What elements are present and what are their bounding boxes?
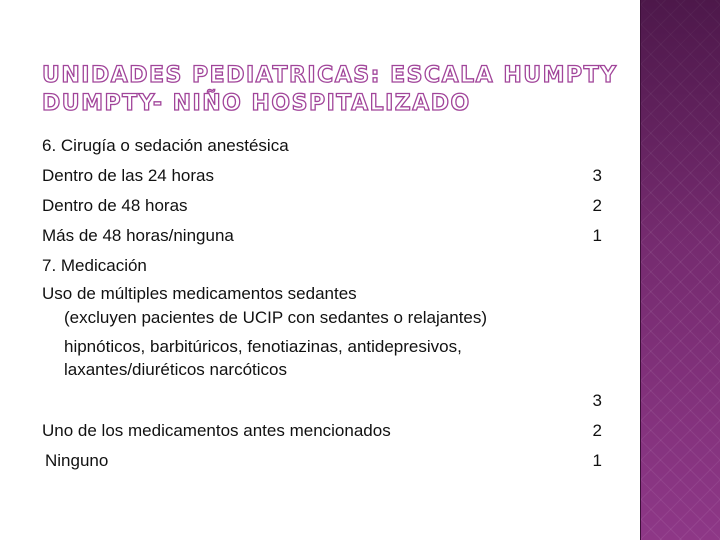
score-value: 1 [592,226,602,245]
decorative-side-panel [641,0,720,540]
medication-item-label: Uso de múltiples medicamentos sedantes [42,284,357,303]
score-row [42,192,602,222]
score-label: Uno de los medicamentos antes mencionados [42,421,391,440]
section-6-heading: 6. Cirugía o sedación anestésica [42,136,289,155]
score-row [42,387,602,417]
score-value: 2 [592,196,602,215]
slide-title [42,62,632,118]
score-value: 3 [592,166,602,185]
score-row [42,447,602,477]
medication-item-note: (excluyen pacientes de UCIP con sedantes o relajantes) [64,308,488,327]
score-value: 1 [592,451,602,470]
medication-item-detail-1: hipnóticos, barbitúricos, fenotiazinas, antidepresivos, [64,337,462,356]
medication-item-detail-2: laxantes/diuréticos narcóticos [64,360,288,379]
title-line-1: UNIDADES PEDIATRICAS: ESCALA HUMPTY [42,63,618,88]
score-label: Dentro de 48 horas [42,196,188,215]
score-row [42,162,602,192]
section-7-heading: 7. Medicación [42,256,147,275]
score-label: Más de 48 horas/ninguna [42,226,234,245]
score-label: Dentro de las 24 horas [42,166,214,185]
title-line-2: DUMPTY- NIÑO HOSPITALIZADO [42,91,471,116]
score-label: Ninguno [45,451,109,470]
score-row [42,222,602,252]
score-row [42,417,602,447]
slide-content [42,132,602,477]
score-value: 2 [592,421,602,440]
score-value: 3 [592,391,602,410]
